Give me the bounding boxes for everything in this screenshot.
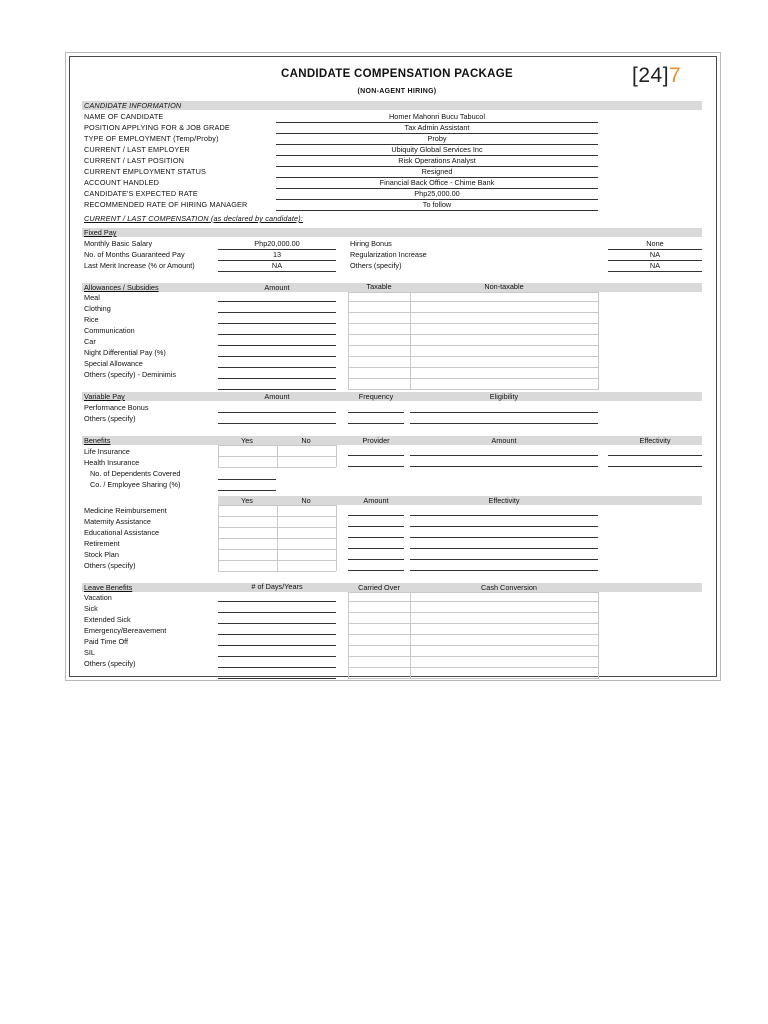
allowance-grid-col (410, 292, 411, 390)
benefit2-amount-line[interactable] (348, 537, 404, 538)
leave-label: SIL (84, 648, 95, 657)
leave-grid-line (348, 612, 598, 613)
benefit-provider-line[interactable] (348, 466, 404, 467)
fixed-pay-band (82, 228, 702, 237)
candidate-field-value: Resigned (421, 167, 453, 176)
fixed-pay-label: Monthly Basic Salary (84, 239, 153, 248)
benefit2-grid-col (336, 505, 337, 571)
fixed-pay-label: Last Merit Increase (% or Amount) (84, 261, 195, 270)
page-subtitle: (NON-AGENT HIRING) (357, 88, 437, 95)
candidate-field-label: ACCOUNT HANDLED (84, 178, 160, 187)
leave-label: Others (specify) (84, 659, 136, 668)
leave-heading: Leave Benefits (84, 583, 133, 592)
leave-days-line[interactable] (218, 667, 336, 668)
allowance-label: Others (specify) - Deminimis (84, 370, 177, 379)
leave-label: Paid Time Off (84, 637, 129, 646)
allowance-amount-line[interactable] (218, 301, 336, 302)
leave-label: Vacation (84, 593, 112, 602)
variable-eligibility-line[interactable] (410, 423, 598, 424)
allowance-grid-line (348, 367, 598, 368)
candidate-field-value: Proby (427, 134, 447, 143)
candidate-field-label: CANDIDATE'S EXPECTED RATE (84, 189, 198, 198)
allowance-label: Rice (84, 315, 99, 324)
benefit-grid-col (336, 445, 337, 467)
benefit2-label: Others (specify) (84, 561, 136, 570)
benefits2-col-no: No (301, 496, 311, 505)
benefit2-amount-line[interactable] (348, 515, 404, 516)
allowance-grid-col (598, 292, 599, 390)
benefit-grid-col (277, 445, 278, 467)
fixed-pay-value: 13 (272, 250, 282, 259)
benefit2-amount-line[interactable] (348, 570, 404, 571)
fixed-pay-right-value: None (646, 239, 664, 248)
current-comp-note: CURRENT / LAST COMPENSATION (as declared by candidate): (84, 214, 303, 223)
benefit-sub-label: No. of Dependents Covered (90, 469, 181, 478)
variable-pay-label: Performance Bonus (84, 403, 149, 412)
fixed-pay-right-label: Others (specify) (350, 261, 402, 270)
leave-grid-top (348, 592, 598, 593)
allowances-col-nontaxable: Non-taxable (484, 282, 524, 291)
candidate-field-value: Php25,000.00 (414, 189, 460, 198)
logo-accent: 7 (669, 64, 682, 87)
candidate-field-line[interactable] (276, 210, 598, 211)
allowance-grid-line (348, 356, 598, 357)
allowance-amount-line[interactable] (218, 389, 336, 390)
leave-grid-line (348, 601, 598, 602)
leave-grid-line (348, 678, 598, 679)
benefits-col-effectivity: Effectivity (639, 436, 671, 445)
variable-col-eligibility: Eligibility (489, 392, 519, 401)
leave-grid-col (410, 592, 411, 679)
leave-col-cash: Cash Conversion (481, 583, 537, 592)
candidate-field-label: TYPE OF EMPLOYMENT (Temp/Proby) (84, 134, 219, 143)
leave-col-days: # of Days/Years (251, 582, 303, 591)
benefit-sub-line[interactable] (218, 479, 276, 480)
allowance-amount-line[interactable] (218, 356, 336, 357)
leave-grid-line (348, 634, 598, 635)
benefit-sub-label: Co. / Employee Sharing (%) (90, 480, 181, 489)
page-title: CANDIDATE COMPENSATION PACKAGE (281, 68, 513, 80)
benefit2-effectivity-line[interactable] (410, 548, 598, 549)
candidate-field-value: Tax Admin Assistant (404, 123, 470, 132)
candidate-field-label: NAME OF CANDIDATE (84, 112, 164, 121)
leave-days-line[interactable] (218, 645, 336, 646)
fixed-pay-right-line[interactable] (608, 271, 702, 272)
variable-eligibility-line[interactable] (410, 412, 598, 413)
benefit2-effectivity-line[interactable] (410, 515, 598, 516)
leave-label: Sick (84, 604, 98, 613)
leave-days-line[interactable] (218, 656, 336, 657)
candidate-info-heading: CANDIDATE INFORMATION (84, 101, 182, 110)
allowance-grid-line (348, 312, 598, 313)
candidate-field-label: CURRENT / LAST POSITION (84, 156, 185, 165)
leave-grid-col (348, 592, 349, 679)
leave-grid-col (598, 592, 599, 679)
leave-days-line[interactable] (218, 612, 336, 613)
candidate-field-label: POSITION APPLYING FOR & JOB GRADE (84, 123, 230, 132)
candidate-field-value: Homer Mahonri Bucu Tabucol (389, 112, 485, 121)
candidate-field-value: Ubiquity Global Services Inc (391, 145, 483, 154)
logo-main: [24] (632, 64, 670, 87)
fixed-pay-right-value: NA (649, 261, 661, 270)
benefit-label: Life Insurance (84, 447, 130, 456)
allowance-grid-top (348, 292, 598, 293)
benefits2-col-effectivity: Effectivity (488, 496, 520, 505)
benefit-amount-line[interactable] (410, 455, 598, 456)
benefit-provider-line[interactable] (348, 455, 404, 456)
variable-pay-label: Others (specify) (84, 414, 136, 423)
benefit2-grid-line (218, 571, 336, 572)
benefits-col-no: No (301, 436, 311, 445)
allowance-grid-line (348, 323, 598, 324)
benefit2-amount-line[interactable] (348, 526, 404, 527)
benefit-amount-line[interactable] (410, 466, 598, 467)
allowance-amount-line[interactable] (218, 312, 336, 313)
leave-days-line[interactable] (218, 601, 336, 602)
variable-frequency-line[interactable] (348, 412, 404, 413)
fixed-pay-value: NA (271, 261, 283, 270)
allowances-heading: Allowances / Subsidies (84, 283, 159, 292)
variable-col-frequency: Frequency (358, 392, 394, 401)
leave-grid-line (348, 667, 598, 668)
allowance-grid-col (348, 292, 349, 390)
allowance-label: Night Differential Pay (%) (84, 348, 166, 357)
allowance-grid-line (348, 389, 598, 390)
allowance-label: Meal (84, 293, 100, 302)
benefits2-col-amount: Amount (363, 496, 389, 505)
benefit2-label: Medicine Reimbursement (84, 506, 167, 515)
benefit2-label: Maternity Assistance (84, 517, 151, 526)
leave-label: Extended Sick (84, 615, 131, 624)
benefits-heading: Benefits (84, 436, 111, 445)
allowance-amount-line[interactable] (218, 345, 336, 346)
variable-amount-line[interactable] (218, 412, 336, 413)
benefit-grid-line (218, 467, 336, 468)
allowance-label: Communication (84, 326, 135, 335)
fixed-pay-right-label: Regularization Increase (350, 250, 427, 259)
benefit2-grid-col (218, 505, 219, 571)
leave-grid-line (348, 656, 598, 657)
fixed-pay-heading: Fixed Pay (84, 228, 117, 237)
benefit2-effectivity-line[interactable] (410, 570, 598, 571)
allowance-grid-line (348, 345, 598, 346)
fixed-pay-label: No. of Months Guaranteed Pay (84, 250, 185, 259)
leave-days-line[interactable] (218, 634, 336, 635)
benefit2-label: Retirement (84, 539, 120, 548)
allowance-label: Clothing (84, 304, 111, 313)
allowance-grid-line (348, 378, 598, 379)
fixed-pay-right-label: Hiring Bonus (350, 239, 392, 248)
benefit2-effectivity-line[interactable] (410, 559, 598, 560)
benefit2-amount-line[interactable] (348, 548, 404, 549)
variable-pay-heading: Variable Pay (84, 392, 125, 401)
leave-grid-line (348, 645, 598, 646)
fixed-pay-value: Php20,000.00 (254, 239, 300, 248)
benefits-col-yes: Yes (241, 436, 253, 445)
benefits-col-amount: Amount (491, 436, 517, 445)
benefits-col-provider: Provider (362, 436, 390, 445)
benefit-effectivity-line[interactable] (608, 466, 702, 467)
allowances-col-amount: Amount (264, 283, 290, 292)
allowance-grid-line (348, 301, 598, 302)
benefit2-label: Stock Plan (84, 550, 119, 559)
company-logo (632, 65, 681, 86)
candidate-field-value: To follow (422, 200, 452, 209)
candidate-field-value: Financial Back Office - Chime Bank (379, 178, 495, 187)
benefit2-effectivity-line[interactable] (410, 526, 598, 527)
candidate-field-label: CURRENT EMPLOYMENT STATUS (84, 167, 206, 176)
variable-amount-line[interactable] (218, 423, 336, 424)
leave-col-carried: Carried Over (358, 583, 400, 592)
benefit2-amount-line[interactable] (348, 559, 404, 560)
candidate-field-value: Risk Operations Analyst (398, 156, 476, 165)
benefit2-label: Educational Assistance (84, 528, 160, 537)
allowance-grid-line (348, 334, 598, 335)
allowance-amount-line[interactable] (218, 334, 336, 335)
benefit-label: Health Insurance (84, 458, 140, 467)
allowances-col-taxable: Taxable (366, 282, 392, 291)
variable-frequency-line[interactable] (348, 423, 404, 424)
allowance-amount-line[interactable] (218, 378, 336, 379)
leave-days-line[interactable] (218, 678, 336, 679)
benefit-grid-col (218, 445, 219, 467)
leave-days-line[interactable] (218, 623, 336, 624)
benefit2-grid-col (277, 505, 278, 571)
benefit2-effectivity-line[interactable] (410, 537, 598, 538)
candidate-field-label: CURRENT / LAST EMPLOYER (84, 145, 190, 154)
variable-col-amount: Amount (264, 392, 290, 401)
benefit-effectivity-line[interactable] (608, 455, 702, 456)
allowance-label: Special Allowance (84, 359, 143, 368)
benefits2-col-yes: Yes (241, 496, 253, 505)
allowance-amount-line[interactable] (218, 367, 336, 368)
allowance-label: Car (84, 337, 96, 346)
candidate-field-label: RECOMMENDED RATE OF HIRING MANAGER (84, 200, 248, 209)
leave-grid-line (348, 623, 598, 624)
leave-label: Emergency/Bereavement (84, 626, 167, 635)
fixed-pay-line[interactable] (218, 271, 336, 272)
fixed-pay-right-value: NA (649, 250, 661, 259)
benefit-sub-line[interactable] (218, 490, 276, 491)
allowance-amount-line[interactable] (218, 323, 336, 324)
